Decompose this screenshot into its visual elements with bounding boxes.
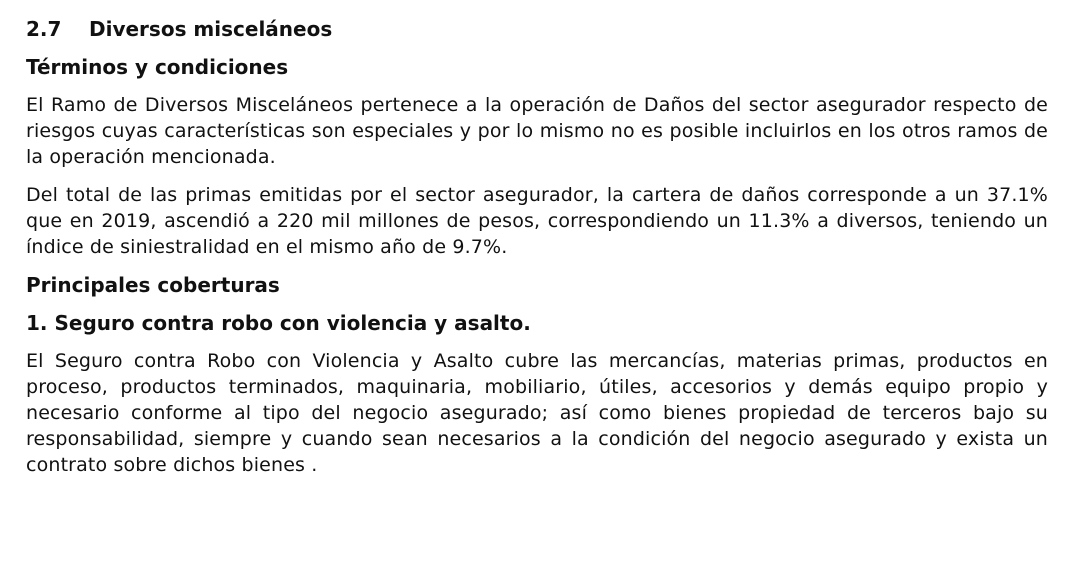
paragraph-intro: El Ramo de Diversos Misceláneos pertenece a la operación de Daños del sector asegurador respecto de riesgos cuyas características son especiales y por lo mismo no es posible incluirlos en los otros ramos de la operación mencionada. bbox=[26, 94, 1048, 168]
paragraph-coverage-1: El Seguro contra Robo con Violencia y Asalto cubre las mercancías, materias primas, productos en proceso, productos terminados, maquinaria, mobiliario, útiles, accesorios y demás equipo propio y necesario conforme al tipo del negocio asegurado; así como bienes propiedad de terceros bajo su responsabilidad, siempre y cuando sean necesarios a la condición del negocio asegurado y exista un contrato sobre dichos bienes . bbox=[26, 350, 1048, 476]
section-title: Diversos misceláneos bbox=[89, 17, 333, 41]
terms-heading: Términos y condiciones bbox=[26, 55, 289, 79]
section-heading bbox=[26, 16, 1048, 42]
coverage-1-heading: 1. Seguro contra robo con violencia y asalto. bbox=[26, 311, 531, 335]
section-number: 2.7 bbox=[26, 17, 62, 41]
paragraph-statistics: Del total de las primas emitidas por el sector asegurador, la cartera de daños corresponde a un 37.1% que en 2019, ascendió a 220 mil millones de pesos, correspondiendo un 11.3% a diversos, teniendo un índice de siniestralidad en el mismo año de 9.7%. bbox=[26, 184, 1048, 258]
coverages-heading: Principales coberturas bbox=[26, 273, 280, 297]
document-body bbox=[26, 16, 1048, 490]
